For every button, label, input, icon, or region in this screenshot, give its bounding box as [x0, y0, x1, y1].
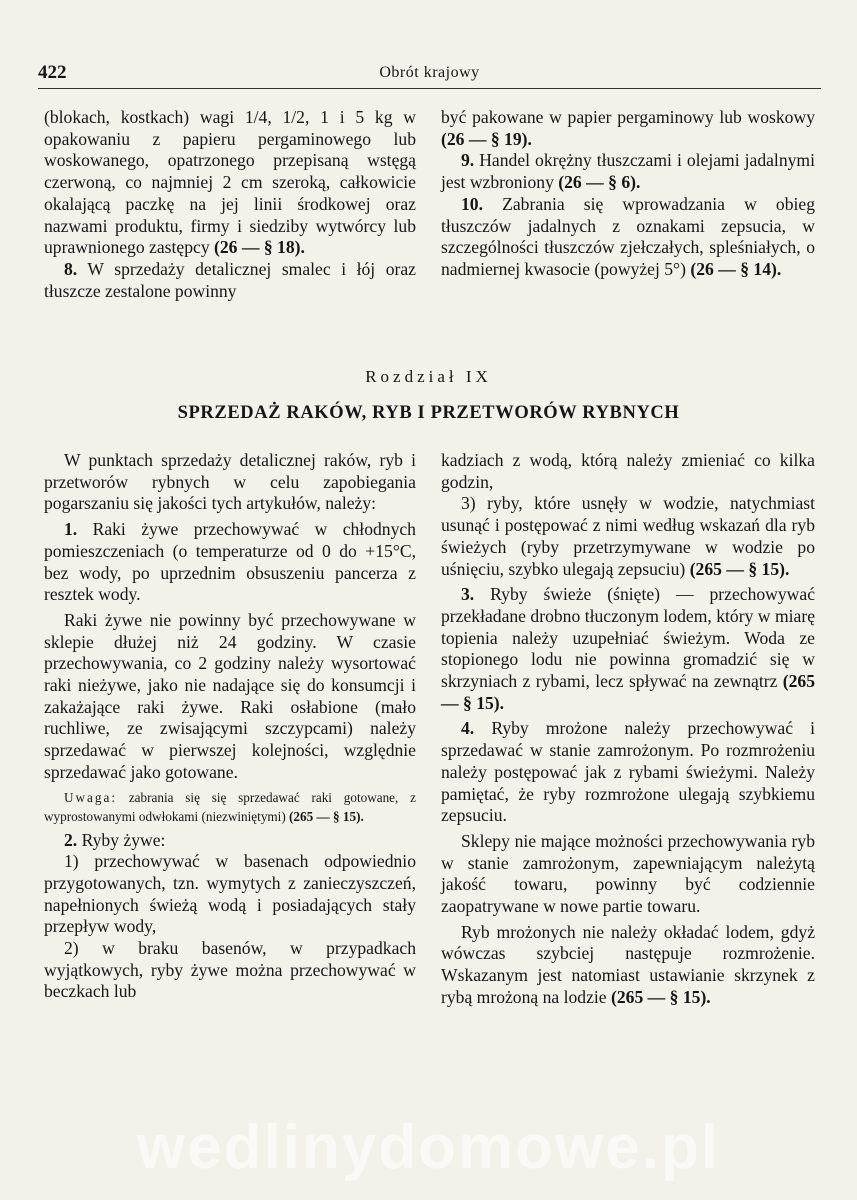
item-3-ref: (265 — § 15). — [441, 671, 815, 713]
item-10-ref: (26 — § 14). — [690, 258, 782, 279]
frozen-fish-ref: (265 — § 15). — [611, 986, 711, 1007]
item-3-text: Ryby świeże (śnięte) — przechowywać przekładane drobno tłuczonym lodem, który w miarę topienia należy uzupełniać świeżym. Woda ze stopionego lodu nie powinna gromadzić się w skrzyniach z rybami, lecz spływać na zewnątrz — [441, 584, 815, 692]
item-9 — [441, 150, 815, 193]
packaging-text: (blokach, kostkach) wagi 1/4, 1/2, 1 i 5 kg w opakowaniu z papieru pergaminowego lub woskowanego, opatrzonego przepisaną wstęgą czerwoną, co najmniej 2 cm szeroką, całkowicie okalającą paczkę na jej linii środkowej oraz nazwami produktu, firmy i siedziby wytwórcy lub uprawnionego zastępcy — [44, 107, 416, 258]
item-10-text: Zabrania się wprowadzania w obieg tłuszczów jadalnych z oznakami zepsucia, w szczególności tłuszczów zjełczałych, spleśniałych, o nadmiernej kwasocie (powyżej 5°) — [441, 193, 816, 279]
packaging-ref: (26 — § 18). — [214, 237, 305, 258]
header-rule — [38, 88, 821, 89]
crayfish-storage-paragraph: Raki żywe nie powinny być przechowywane w sklepie dłużej niż 24 godziny. W czasie przechowywania, co 2 godziny należy wysortować raki nieżywe, jako nie nadające się do konsumcji i zakażające raki żywe. Raki osłabione (mało ruchliwe, ze zwisającymi szczypcami) należy sprzedawać w pierwszej kolejności, względnie sprzedawać jako gotowane. — [44, 609, 416, 782]
item-8 — [44, 259, 416, 302]
section-title: SPRZEDAŻ RAKÓW, RYB I PRZETWORÓW RYBNYCH — [177, 403, 680, 423]
subitem-3-text: 3) ryby, które usnęły w wodzie, natychmiast usunąć i postępować z nimi według wskazań dla ryb świeżych (ryby przetrzymywane w wodzie po uśnięciu, szybko ulegają zepsuciu) — [441, 493, 815, 579]
subitem-1: 1) przechowywać w basenach odpowiednio przygotowanych, tzn. wymytych z zanieczyszczeń, napełnionych świeżą wodą i posiadających stały przepływ wody, — [44, 851, 416, 937]
item-8-text: W sprzedaży detalicznej smalec i łój oraz tłuszcze zestalone powinny — [44, 258, 416, 301]
paragraph-continuation — [441, 107, 815, 150]
barrels-continuation: kadziach z wodą, którą należy zmieniać co kilka godzin, — [441, 450, 815, 492]
item-2 — [44, 830, 416, 852]
running-title: Obrót krajowy — [379, 64, 480, 81]
page-header — [38, 62, 821, 86]
subitem-3-ref: (265 — § 15). — [689, 558, 790, 579]
item-9-ref: (26 — § 6). — [558, 172, 641, 193]
frozen-fish-paragraph — [441, 922, 815, 1009]
item-1-number: 1. — [64, 519, 78, 540]
paragraph-packaging — [44, 107, 416, 259]
item-3 — [441, 584, 815, 714]
subitem-2: 2) w braku basenów, w przypadkach wyjątkowych, ryby żywe można przechowywać w beczkach lub — [44, 938, 416, 1002]
item-9-number: 9. — [461, 150, 475, 171]
bottom-right-column — [441, 450, 815, 1009]
item-2-number: 2. — [64, 829, 78, 850]
item-3-number: 3. — [461, 584, 475, 605]
item-4 — [441, 718, 815, 827]
item-10 — [441, 194, 815, 281]
shops-paragraph: Sklepy nie mające możności przechowywania ryb w stanie zamrożonym, zapewniającym należytą jakość towaru, powinny być codziennie zaopatrywane w nowe partie towaru. — [441, 830, 815, 917]
top-right-column — [441, 107, 815, 281]
item-1-text: Raki żywe przechowywać w chłodnych pomieszczeniach (o temperaturze od 0 do +15°C, bez wody, po uprzednim obsuszeniu pancerza z resztek wody. — [44, 519, 416, 605]
page-number: 422 — [38, 62, 67, 83]
note-text: zabrania się się sprzedawać raki gotowane, z wyprostowanymi odwłokami (niezwiniętymi) — [44, 789, 416, 824]
item-8-number: 8. — [64, 258, 78, 279]
note-label: Uwaga: — [64, 789, 118, 805]
item-1 — [44, 519, 416, 606]
item-9-text: Handel okrężny tłuszczami i olejami jadalnymi jest wzbroniony — [441, 150, 815, 193]
intro-paragraph: W punktach sprzedaży detalicznej raków, ryb i przetworów rybnych w celu zapobiegania pogarszaniu się jakości tych artykułów, należy: — [44, 450, 416, 514]
watermark: wedlinydomowe.pl — [136, 1113, 721, 1182]
item-2-text: Ryby żywe: — [81, 829, 166, 850]
item-4-number: 4. — [461, 718, 475, 739]
note-paragraph — [44, 788, 416, 826]
continuation-ref: (26 — § 19). — [441, 128, 532, 149]
continuation-text: być pakowane w papier pergaminowy lub woskowy — [441, 107, 815, 127]
item-4-text: Ryby mrożone należy przechowywać i sprzedawać w stanie zamrożonym. Po rozmrożeniu należy postępować jak z rybami świeżymi. Należy pamiętać, że ryby rozmrożone ulegają szybkiemu zepsuciu. — [441, 718, 815, 826]
note-ref: (265 — § 15). — [289, 808, 364, 824]
frozen-fish-text: Ryb mrożonych nie należy okładać lodem, gdyż wówczas szybciej następuje rozmrożenie. Wskazanym jest natomiast ustawianie skrzynek z rybą mrożoną na lodzie — [441, 921, 815, 1007]
bottom-left-column — [44, 450, 416, 1003]
item-10-number: 10. — [461, 193, 483, 214]
chapter-heading: Rozdział IX — [365, 367, 492, 386]
top-left-column — [44, 107, 416, 302]
subitem-3 — [441, 493, 815, 580]
